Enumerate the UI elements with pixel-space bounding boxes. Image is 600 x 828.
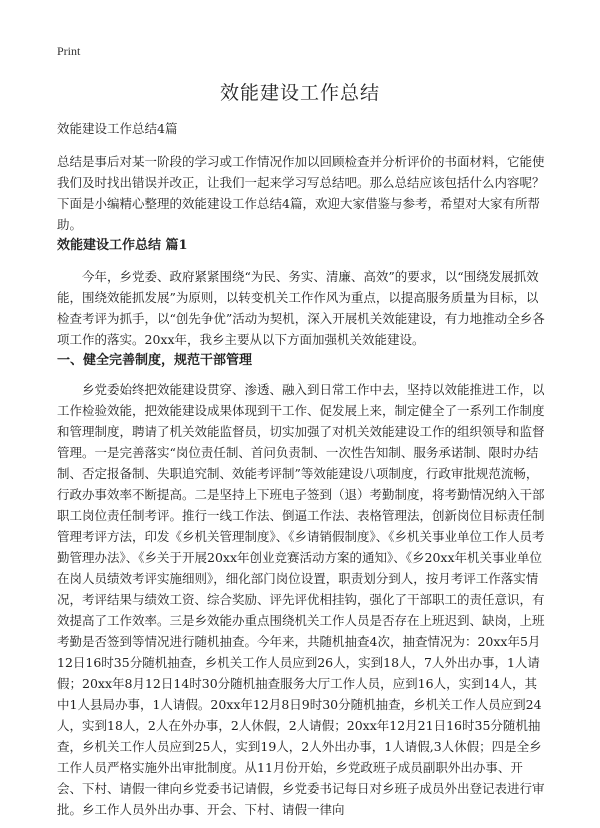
intro-paragraph: 总结是事后对某一阶段的学习或工作情况作加以回顾检查并分析评价的书面材料，它能使我们及时找出错误并改正，让我们一起来学习写总结吧。那么总结应该包括什么内容呢？下面是小编精心整理的效能建设工作总结4篇，欢迎大家借鉴与参考，希望对大家有所帮助。 <box>57 154 545 232</box>
document-subtitle: 效能建设工作总结4篇 <box>57 121 178 136</box>
body-paragraph-1: 今年，乡党委、政府紧紧围绕“为民、务实、清廉、高效”的要求，以“围绕发展抓效能，围绕效能抓发展”为原则，以转变机关工作作风为重点，以提高服务质量为目标，以检查考评为抓手，以“创先争优”活动为契机，深入开展机关效能建设，有力地推动全乡各项工作的落实。20xx年，我乡主要从以下方面加强机关效能建设。 <box>57 269 545 347</box>
page-title: 效能建设工作总结 <box>219 82 380 104</box>
article-heading: 效能建设工作总结 篇1 <box>57 238 188 253</box>
body-paragraph-2: 乡党委始终把效能建设贯穿、渗透、融入到日常工作中去，坚持以效能推进工作，以工作检验效能，把效能建设成果体现到干工作、促发展上来，制定健全了一系列工作制度和管理制度，聘请了机关效能监督员，切实加强了对机关效能建设工作的组织领导和监督管理。一是完善落实“岗位责任制、首问负责制、一次性告知制、服务承诺制、限时办结制、否定报备制、失职追究制、效能考评制”等效能建设八项制度，行政审批规范流畅，行政办事效率不断提高。二是坚持上下班电子签到（退）考勤制度，将考勤情况纳入干部职工岗位责任制考评。推行一线工作法、倒逼工作法、表格管理法，创新岗位目标责任制管理考评方法，印发《乡机关管理制度》、《乡请销假制度》、《乡机关事业单位工作人员考勤管理办法》、《乡关于开展20xx年创业竞赛活动方案的通知》、《乡20xx年机关事业单位在岗人员绩效考评实施细则》，细化部门岗位设置，职责划分到人，按月考评工作落实情况，考评结果与绩效工资、综合奖励、评先评优相挂钩，强化了干部职工的责任意识，有效提高了工作效率。三是乡效能办重点围绕机关工作人员是否存在上班迟到、缺岗，上班考勤是否签到等情况进行随机抽查。今年来，共随机抽查4次，抽查情况为：20xx年5月12日16时35分随机抽查，乡机关工作人员应到26人，实到18人，7人外出办事，1人请假；20xx年8月12日14时30分随机抽查服务大厅工作人员，应到16人，实到14人，其中1人县局办事，1人请假。20xx年12月8日9时30分随机抽查，乡机关工作人员应到24人，实到18人，2人在外办事，2人休假，2人请假；20xx年12月21日16时35分随机抽查，乡机关工作人员应到25人，实到19人，2人外出办事，1人请假,3人休假；四是全乡工作人员严格实施外出审批制度。从11月份开始，乡党政班子成员副职外出办事、开会、下村、请假一律向乡党委书记请假，乡党委书记每日对乡班子成员外出登记表进行审批。乡工作人员外出办事、开会、下村、请假一律向 <box>57 382 545 817</box>
section-heading-1: 一、健全完善制度，规范干部管理 <box>57 353 253 368</box>
print-link[interactable]: Print <box>57 44 81 58</box>
